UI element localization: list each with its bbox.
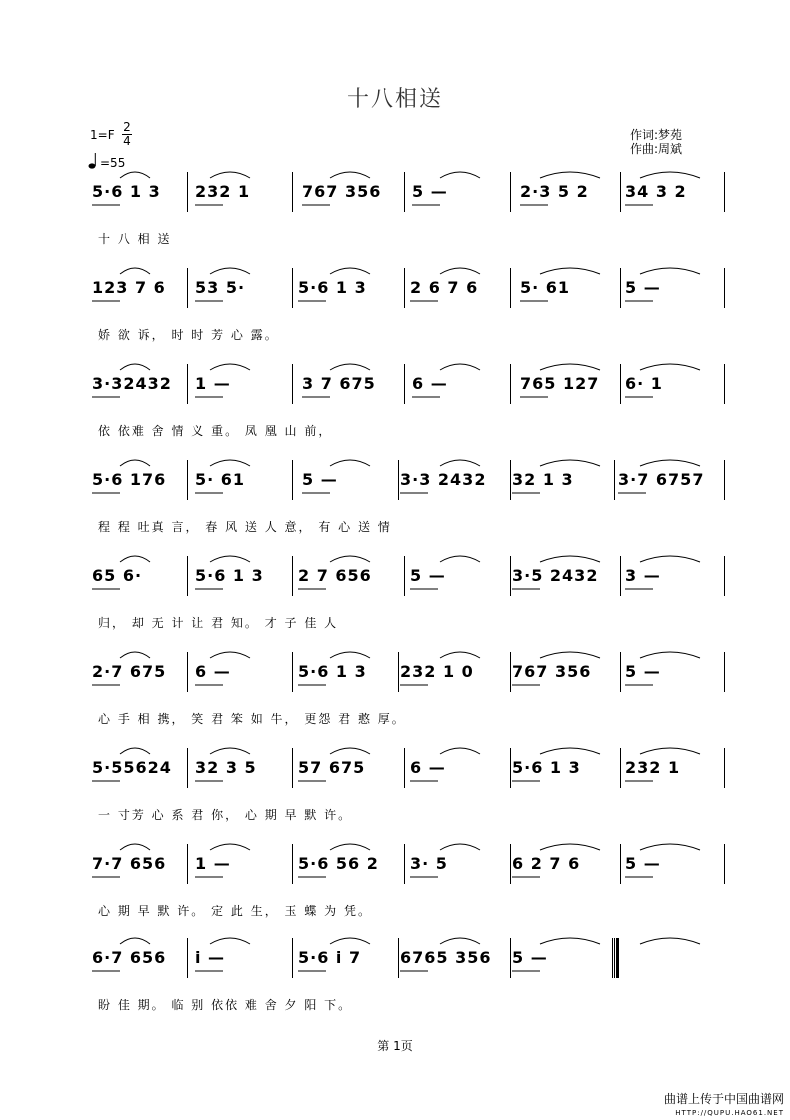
barline	[510, 748, 511, 788]
staff-system	[0, 852, 790, 952]
staff-system	[0, 756, 790, 856]
time-signature	[122, 121, 132, 148]
measure-notes: 1 —	[195, 374, 231, 393]
barline	[510, 364, 511, 404]
measure-notes: 3 7 675	[302, 374, 376, 393]
beam-layer	[0, 682, 790, 702]
barline	[292, 268, 293, 308]
slur-arc	[120, 172, 150, 178]
measure-notes: 34 3 2	[625, 182, 687, 201]
slur-arc	[640, 172, 700, 178]
measure-notes: 6· 1	[625, 374, 663, 393]
beam-layer	[0, 874, 790, 894]
composer-credit: 作曲:周斌	[630, 142, 683, 156]
measure-notes: 5·55624	[92, 758, 172, 777]
measure-notes: 5 —	[302, 470, 338, 489]
measure-notes: 5 —	[512, 948, 548, 967]
barline	[724, 172, 725, 212]
barline	[404, 556, 405, 596]
measure-notes: 6 —	[410, 758, 446, 777]
staff-system	[0, 946, 790, 1046]
barline	[187, 844, 188, 884]
score-title: 十八相送	[346, 87, 443, 112]
quarter-note-icon	[88, 152, 100, 170]
final-barline-thin	[612, 938, 613, 978]
staff-system	[0, 564, 790, 664]
measure-notes: 2·3 5 2	[520, 182, 589, 201]
time-sig-denominator: 4	[123, 134, 131, 148]
measure-notes: 5·6 176	[92, 470, 167, 489]
slur-arc	[440, 172, 480, 178]
beam-layer	[0, 202, 790, 222]
measure-notes: 3·3 2432	[400, 470, 487, 489]
measure-notes: 3 —	[625, 566, 661, 585]
key-signature	[90, 128, 115, 142]
measure-notes: 765 127	[520, 374, 600, 393]
barline	[510, 556, 511, 596]
final-barline-thick	[616, 938, 619, 978]
barline	[292, 172, 293, 212]
beam-layer	[0, 490, 790, 510]
measure-notes: 2·7 675	[92, 662, 167, 681]
barline	[292, 652, 293, 692]
measure-notes: 3·7 6757	[618, 470, 705, 489]
measure-notes: 6765 356	[400, 948, 492, 967]
barline	[292, 460, 293, 500]
beam-layer	[0, 298, 790, 318]
watermark-url: HTTP://QUPU.HAO61.NET	[675, 1109, 784, 1117]
staff-system	[0, 276, 790, 376]
slur-arc	[330, 172, 370, 178]
measure-notes: 6 —	[412, 374, 448, 393]
barline	[510, 268, 511, 308]
measure-notes: 65 6·	[92, 566, 143, 585]
measure-notes: 232 1	[625, 758, 681, 777]
barline	[187, 938, 188, 978]
measure-notes: 5·6 56 2	[298, 854, 379, 873]
barline	[187, 652, 188, 692]
barline	[187, 364, 188, 404]
slur-arc	[210, 172, 250, 178]
measure-notes: 5 —	[625, 854, 661, 873]
measure-notes: 2 6 7 6	[410, 278, 479, 297]
lyric-line: 程 程 吐真 言， 春 风 送 人 意， 有 心 送 情	[98, 520, 392, 534]
measure-notes: 5 —	[412, 182, 448, 201]
measure-notes: 5 —	[625, 662, 661, 681]
lyric-line: 归， 却 无 计 让 君 知。 才 子 佳 人	[98, 616, 339, 630]
measure-notes: 57 675	[298, 758, 366, 777]
barline	[398, 938, 399, 978]
measure-notes: i —	[195, 948, 226, 967]
barline	[614, 938, 615, 978]
barline	[187, 748, 188, 788]
barline	[510, 652, 511, 692]
barline	[404, 268, 405, 308]
measure-notes: 1 —	[195, 854, 231, 873]
barline	[187, 268, 188, 308]
measure-notes: 6·7 656	[92, 948, 167, 967]
tempo-value: =55	[100, 156, 126, 170]
barline	[724, 844, 725, 884]
measure-notes: 767 356	[302, 182, 382, 201]
measure-notes: 2 7 656	[298, 566, 372, 585]
site-watermark	[664, 1092, 784, 1120]
measure-notes: 5· 61	[195, 470, 246, 489]
barline	[510, 844, 511, 884]
barline	[404, 844, 405, 884]
barline	[404, 748, 405, 788]
beam-layer	[0, 778, 790, 798]
barline	[292, 748, 293, 788]
credits	[630, 128, 682, 156]
staff-system	[0, 468, 790, 568]
measure-notes: 6 —	[195, 662, 231, 681]
measure-notes: 3·32432	[92, 374, 172, 393]
barline	[510, 460, 511, 500]
lyric-line: 娇 欲 诉， 时 时 芳 心 露。	[98, 328, 279, 342]
barline	[292, 364, 293, 404]
barline	[187, 556, 188, 596]
barline	[724, 460, 725, 500]
beam-layer	[0, 586, 790, 606]
barline	[398, 652, 399, 692]
measure-notes: 123 7 6	[92, 278, 166, 297]
measure-notes: 5 —	[625, 278, 661, 297]
barline	[620, 556, 621, 596]
measure-notes: 5·6 i 7	[298, 948, 362, 967]
measure-notes: 3· 5	[410, 854, 448, 873]
barline	[510, 938, 511, 978]
barline	[404, 364, 405, 404]
staff-system	[0, 180, 790, 280]
measure-notes: 3·5 2432	[512, 566, 599, 585]
barline	[404, 172, 405, 212]
barline	[292, 938, 293, 978]
barline	[724, 652, 725, 692]
measure-notes: 5·6 1 3	[512, 758, 581, 777]
barline	[292, 556, 293, 596]
lyricist-credit: 作词:梦苑	[630, 128, 683, 142]
measure-notes: 5 —	[410, 566, 446, 585]
lyric-line: 依 依难 舍 情 义 重。 凤 凰 山 前，	[98, 424, 333, 438]
tempo-marking	[88, 152, 125, 170]
beam-layer	[0, 394, 790, 414]
measure-notes: 232 1 0	[400, 662, 474, 681]
page-number: 第 1页	[377, 1039, 413, 1053]
barline	[620, 364, 621, 404]
barline	[620, 844, 621, 884]
measure-notes: 232 1	[195, 182, 251, 201]
watermark-text: 曲谱上传于中国曲谱网	[663, 1092, 784, 1106]
measure-notes: 53 5·	[195, 278, 246, 297]
time-sig-numerator: 2	[123, 120, 131, 134]
measure-notes: 5·6 1 3	[298, 278, 367, 297]
beam-layer	[0, 968, 790, 988]
measure-notes: 32 3 5	[195, 758, 257, 777]
barline	[620, 652, 621, 692]
barline	[510, 172, 511, 212]
lyric-line: 一 寸芳 心 系 君 你， 心 期 早 默 许。	[98, 808, 353, 822]
barline	[724, 364, 725, 404]
measure-notes: 767 356	[512, 662, 592, 681]
barline	[620, 748, 621, 788]
barline	[724, 268, 725, 308]
measure-notes: 7·7 656	[92, 854, 167, 873]
measure-notes: 5· 61	[520, 278, 571, 297]
slur-arc	[540, 172, 600, 178]
measure-notes: 32 1 3	[512, 470, 574, 489]
barline	[398, 460, 399, 500]
barline	[187, 460, 188, 500]
measure-notes: 5·6 1 3	[92, 182, 161, 201]
barline	[614, 460, 615, 500]
measure-notes: 6 2 7 6	[512, 854, 581, 873]
lyric-line: 心 手 相 携， 笑 君 笨 如 牛， 更怨 君 憨 厚。	[98, 712, 406, 726]
staff-system	[0, 372, 790, 472]
lyric-line: 心 期 早 默 许。 定 此 生， 玉 蝶 为 凭。	[98, 904, 372, 918]
staff-system	[0, 660, 790, 760]
barline	[292, 844, 293, 884]
key-label: 1=F	[90, 128, 115, 142]
barline	[724, 748, 725, 788]
measure-notes: 5·6 1 3	[195, 566, 264, 585]
measure-notes: 5·6 1 3	[298, 662, 367, 681]
barline	[724, 556, 725, 596]
barline	[187, 172, 188, 212]
lyric-line: 盼 佳 期。 临 别 依依 难 舍 夕 阳 下。	[98, 998, 353, 1012]
barline	[620, 172, 621, 212]
lyric-line: 十 八 相 送	[98, 232, 172, 246]
barline	[620, 268, 621, 308]
